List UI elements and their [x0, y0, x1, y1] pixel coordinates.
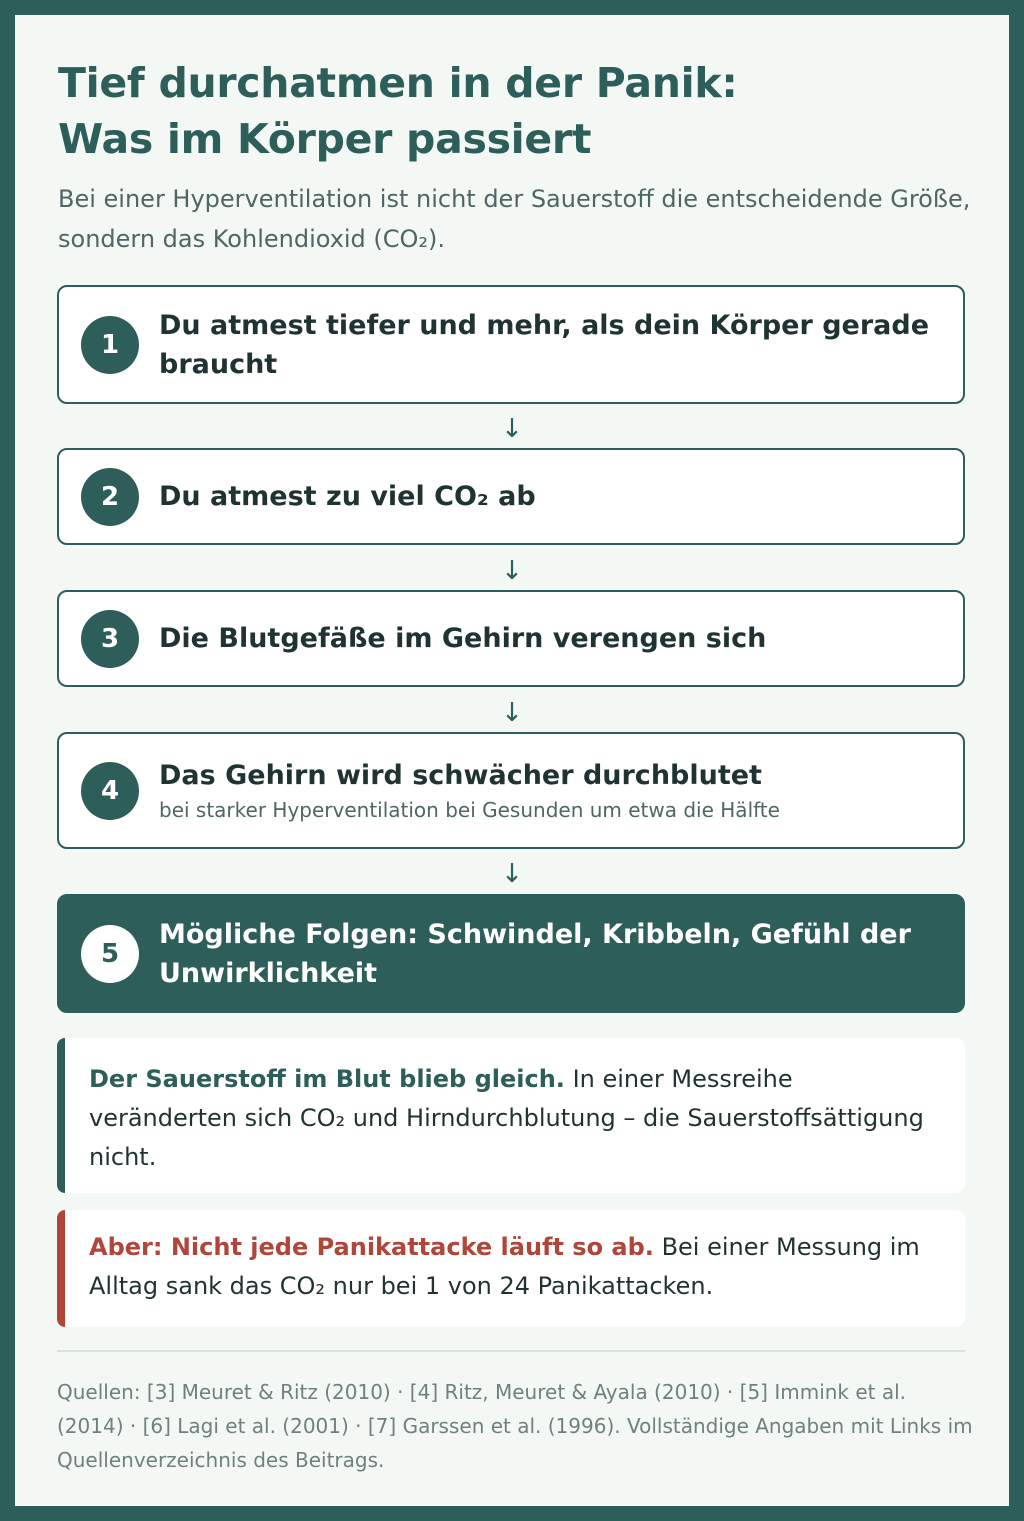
step-2-text — [159, 477, 536, 516]
step-1-number-badge: 1 — [81, 316, 139, 374]
step-4-box — [57, 732, 965, 849]
step-4-number-badge: 4 — [81, 762, 139, 820]
step-3-text — [159, 619, 766, 658]
step-5-number-badge: 5 — [81, 925, 139, 983]
caveat-note-lead: Aber: Nicht jede Panikattacke läuft so ab. — [89, 1233, 654, 1261]
title-line-1: Tief durchatmen in der Panik: — [58, 59, 738, 107]
step-5-box — [57, 894, 965, 1013]
step-2-title: Du atmest zu viel CO₂ ab — [159, 481, 536, 512]
step-4-text — [159, 756, 780, 825]
oxygen-note — [57, 1038, 965, 1193]
sources-text: Quellen: [3] Meuret & Ritz (2010) · [4] Ritz, Meuret & Ayala (2010) · [5] Immink et al. (2014) · [6] Lagi et al. (2001) · [7] Garssen et al. (1996). Vollständige Angaben mit Links im Quellenverzeichnis des Beitrags. — [57, 1380, 973, 1472]
flow-arrow-1: ↓ — [501, 414, 523, 444]
page-title — [58, 55, 978, 167]
divider — [57, 1350, 965, 1352]
step-3-box — [57, 590, 965, 687]
step-1-title: Du atmest tiefer und mehr, als dein Körper gerade braucht — [159, 309, 930, 380]
caveat-note-text: Bei einer Messung im Alltag sank das CO₂ nur bei 1 von 24 Panikattacken. — [89, 1233, 920, 1300]
infographic-card — [15, 15, 1009, 1506]
step-3-number-badge: 3 — [81, 610, 139, 668]
step-2-number-badge: 2 — [81, 468, 139, 526]
step-4-note: bei starker Hyperventilation bei Gesunden um etwa die Hälfte — [159, 798, 780, 822]
title-line-2: Was im Körper passiert — [58, 115, 592, 163]
step-4-title: Das Gehirn wird schwächer durchblutet — [159, 760, 762, 791]
flow-arrow-4: ↓ — [501, 859, 523, 889]
flow-arrow-2: ↓ — [501, 556, 523, 586]
step-5-text — [159, 915, 943, 993]
step-2-box — [57, 448, 965, 545]
step-3-title: Die Blutgefäße im Gehirn verengen sich — [159, 623, 767, 654]
step-1-box — [57, 285, 965, 404]
subtitle: Bei einer Hyperventilation ist nicht der Sauerstoff die entscheidende Größe, sondern das Kohlendioxid (CO₂). — [58, 185, 971, 253]
flow-arrow-3: ↓ — [501, 698, 523, 728]
oxygen-note-text: In einer Messreihe veränderten sich CO₂ und Hirndurchblutung – die Sauerstoffsättigung nicht. — [89, 1065, 924, 1171]
step-1-text — [159, 306, 943, 384]
caveat-note — [57, 1210, 965, 1327]
oxygen-note-lead: Der Sauerstoff im Blut blieb gleich. — [89, 1065, 565, 1093]
step-5-title: Mögliche Folgen: Schwindel, Kribbeln, Gefühl der Unwirklichkeit — [159, 918, 911, 989]
